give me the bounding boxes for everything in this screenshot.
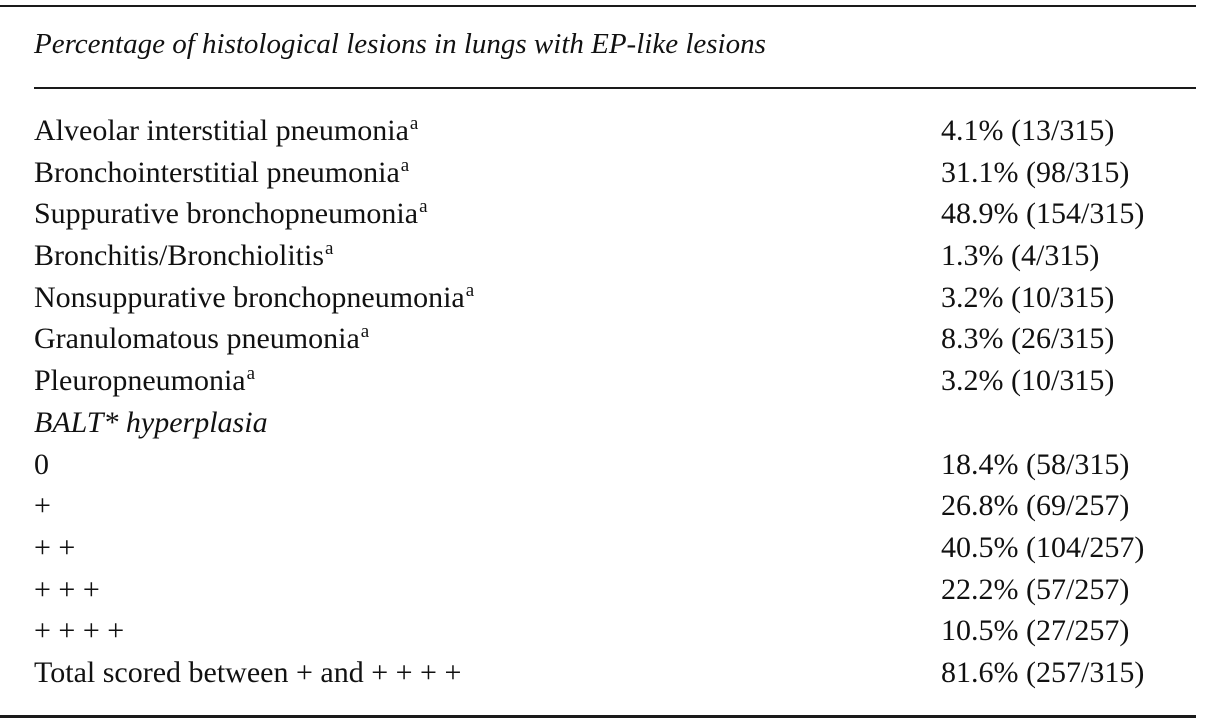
section-heading: BALT* hyperplasia: [34, 405, 268, 439]
table-row: [34, 610, 1194, 652]
row-value: 31.1% (98/315): [941, 155, 1130, 189]
row-value: 4.1% (13/315): [941, 114, 1115, 147]
row-value: 26.8% (69/257): [941, 489, 1130, 523]
table-row: [34, 235, 1194, 277]
row-value: 18.4% (58/315): [941, 447, 1130, 481]
row-value: 8.3% (26/315): [941, 322, 1115, 356]
row-label: +: [34, 489, 51, 523]
table-body: [34, 110, 1194, 694]
row-label: Granulomatous pneumonia$^a$: [34, 321, 370, 356]
row-label: Pleuropneumonia$^a$: [34, 363, 256, 398]
top-rule: [0, 5, 1196, 7]
bottom-rule: [0, 715, 1196, 718]
table-row: [34, 444, 1194, 486]
row-value: 48.9% (154/315): [941, 197, 1145, 231]
row-label: Total scored between + and + + + +: [34, 655, 462, 689]
section-heading-row: [34, 402, 1194, 444]
row-value: 10.5% (27/257): [941, 614, 1130, 648]
row-value: 3.2% (10/315): [941, 280, 1115, 314]
footnote-marker: a: [246, 363, 256, 385]
row-label: + + +: [34, 572, 100, 606]
row-label: Bronchitis/Bronchiolitis$^a$: [34, 238, 334, 273]
row-label: Alveolar interstitial pneumonia$^a$: [34, 113, 419, 147]
table-row: [34, 193, 1194, 235]
table-caption: Percentage of histological lesions in lungs with EP-like lesions: [34, 28, 766, 60]
table-row: [34, 318, 1194, 360]
row-label: Nonsuppurative bronchopneumonia$^a$: [34, 279, 475, 314]
table-row: [34, 527, 1194, 569]
total-row: [34, 652, 1194, 694]
row-label: + +: [34, 530, 76, 564]
table-row: [34, 110, 1194, 152]
header-rule: [34, 87, 1196, 89]
table-row: [34, 277, 1194, 319]
table-row: [34, 485, 1194, 527]
table-row: [34, 152, 1194, 194]
row-label: Suppurative bronchopneumonia$^a$: [34, 196, 428, 231]
footnote-marker: a: [409, 113, 419, 134]
footnote-marker: a: [465, 279, 475, 301]
row-value: 3.2% (10/315): [941, 364, 1115, 398]
row-label: Bronchointerstitial pneumonia$^a$: [34, 154, 410, 189]
row-label: 0: [34, 447, 49, 481]
row-label: + + + +: [34, 614, 125, 648]
row-value: 1.3% (4/315): [941, 239, 1100, 273]
footnote-marker: a: [400, 154, 410, 176]
row-value: 40.5% (104/257): [941, 530, 1145, 564]
table-row: [34, 569, 1194, 611]
footnote-marker: a: [360, 321, 370, 343]
footnote-marker: a: [325, 238, 334, 260]
row-value: 22.2% (57/257): [941, 572, 1130, 606]
footnote-marker: a: [419, 196, 428, 218]
row-value: 81.6% (257/315): [941, 655, 1145, 689]
table-row: [34, 360, 1194, 402]
